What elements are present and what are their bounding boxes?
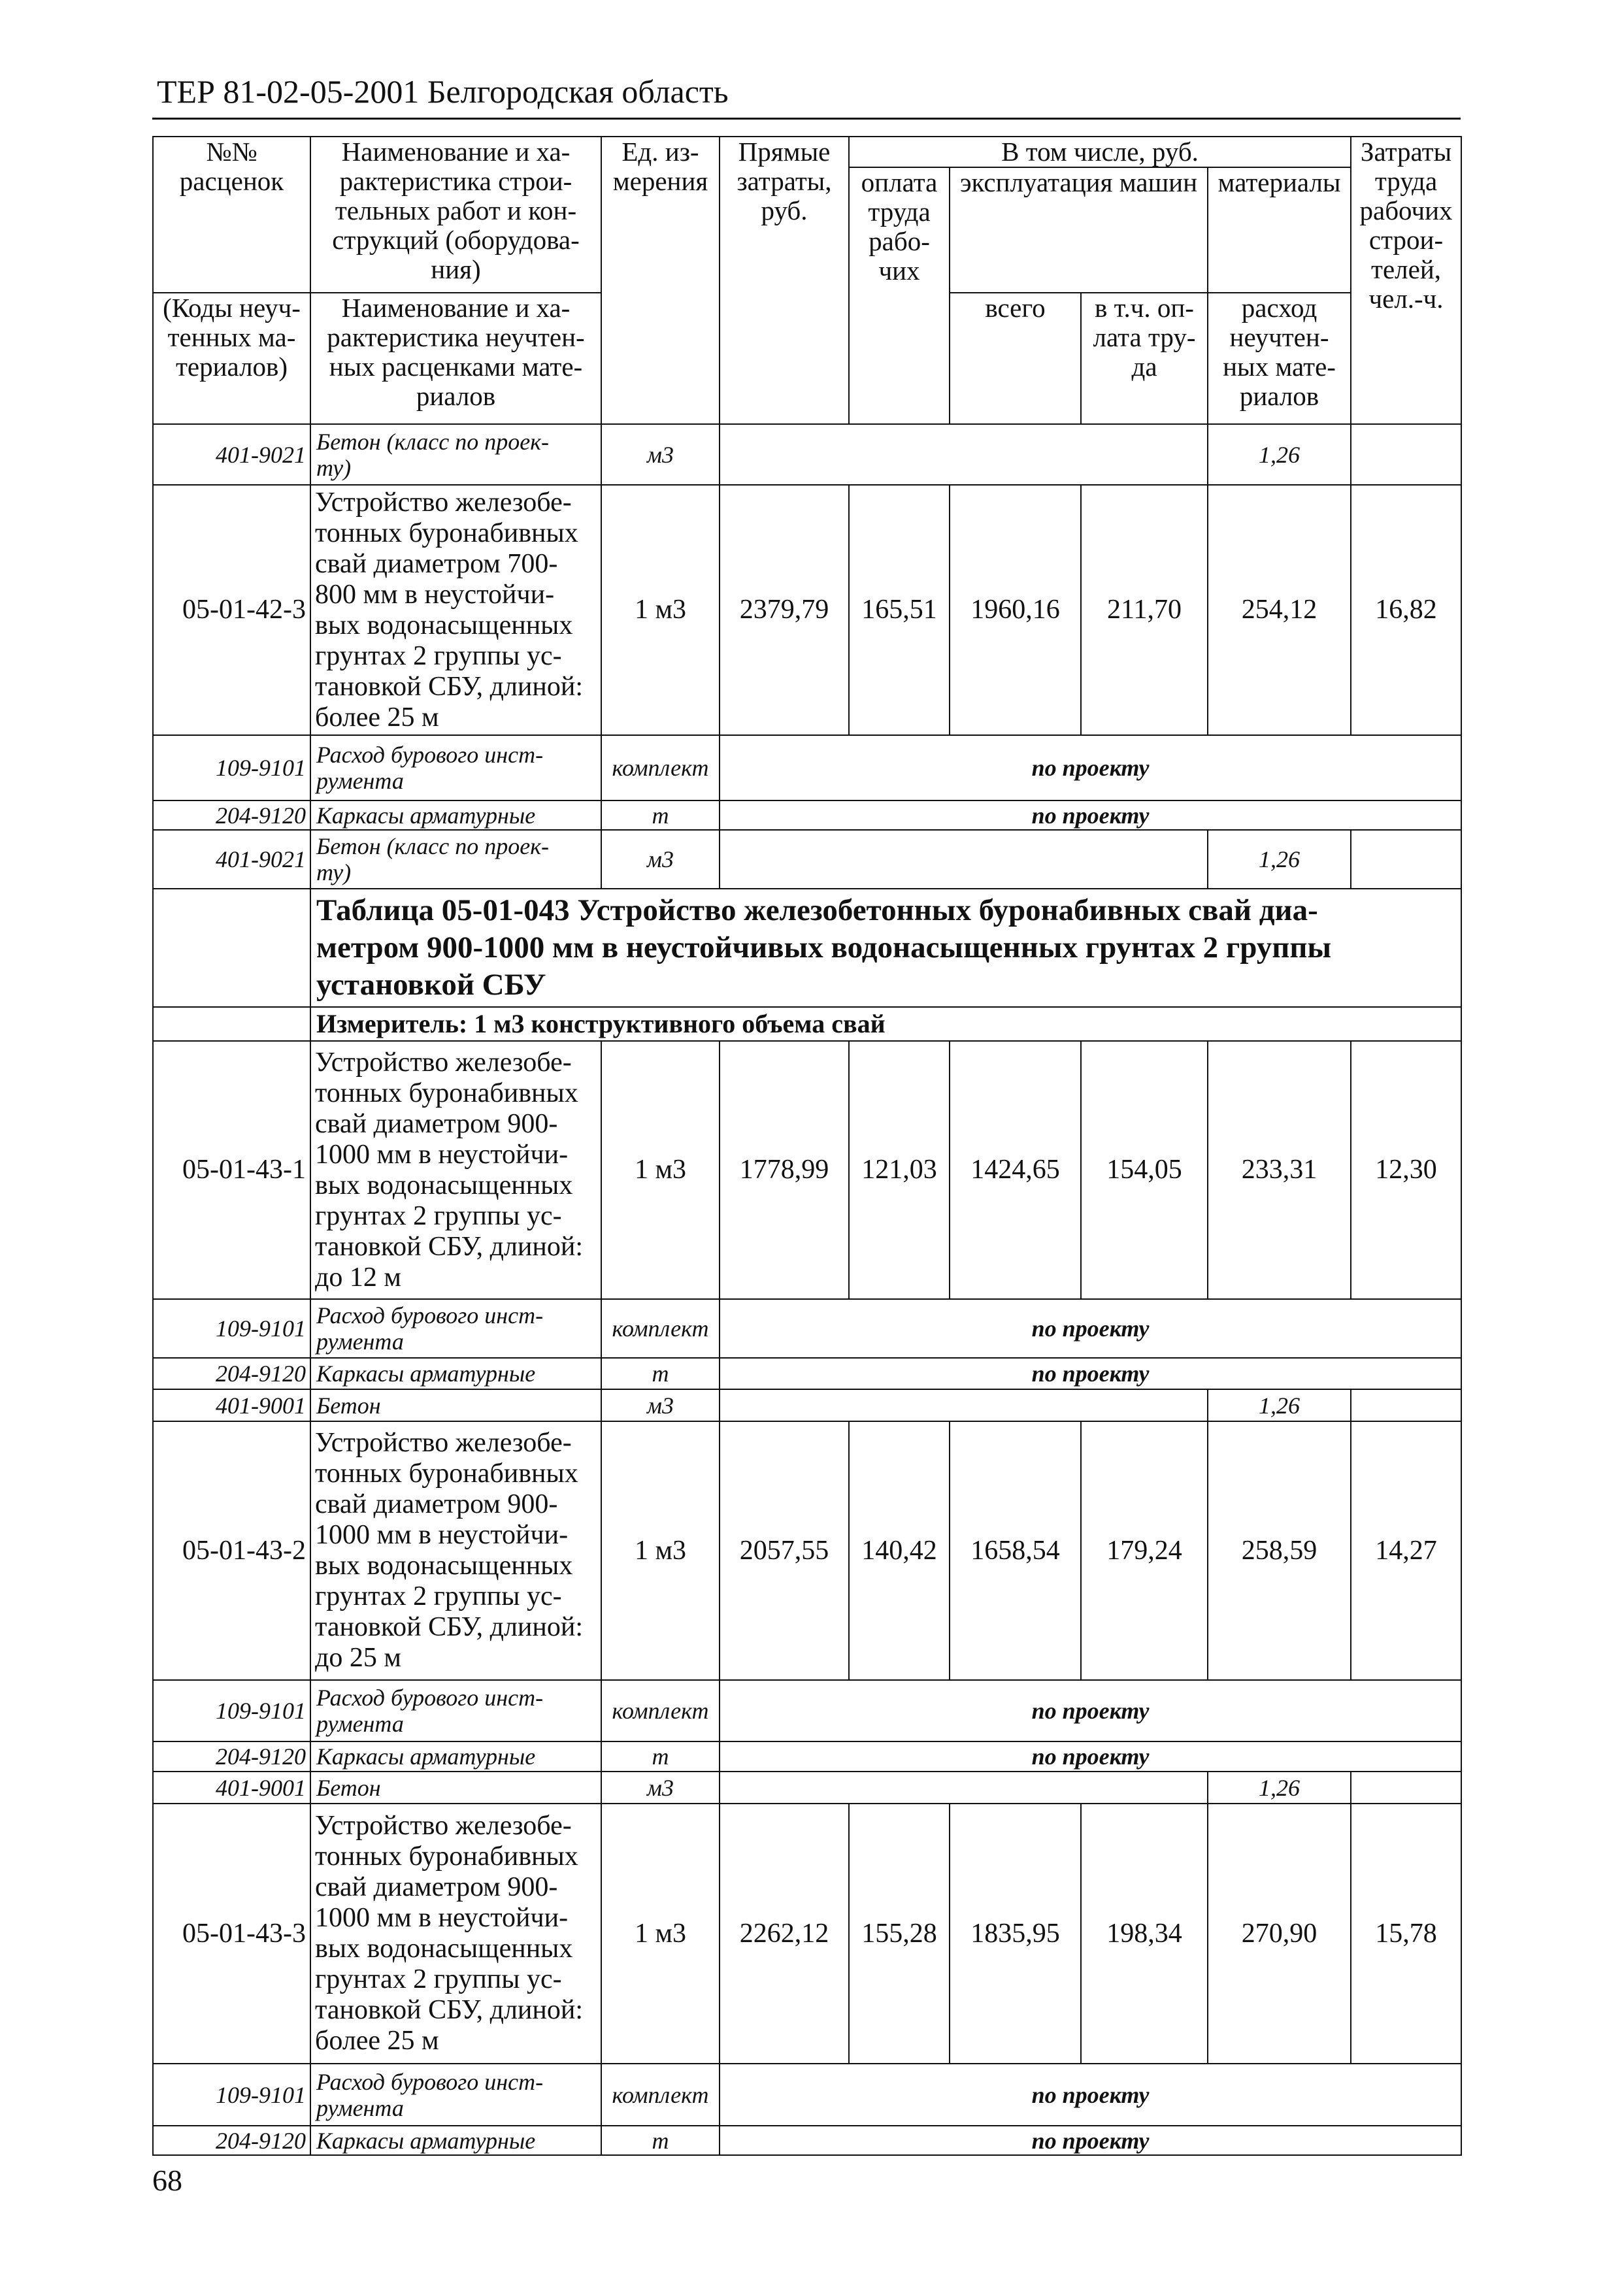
table-title: Таблица 05-01-043 Устройство железобетонных буронабивных свай диа- метром 900-1000 мм в неустойчивых водонасыщенных грунтах 2 группы установкой СБУ xyxy=(310,889,1461,1007)
header-code: №№ расценок xyxy=(153,137,310,293)
material-code: 401-9021 xyxy=(153,424,310,485)
table-header-row xyxy=(153,137,1461,167)
header-unit: Ед. из- мерения xyxy=(601,137,720,424)
labor-pay: 155,28 xyxy=(849,1804,950,2064)
material-unit: т xyxy=(601,1741,720,1772)
empty-cell xyxy=(720,830,1208,889)
material-code: 204-9120 xyxy=(153,1741,310,1772)
header-materials: материалы xyxy=(1208,167,1351,293)
material-unit: комплект xyxy=(601,2064,720,2126)
header-including: В том числе, руб. xyxy=(849,137,1351,167)
header-direct-costs: Прямые затраты, руб. xyxy=(720,137,849,424)
material-row xyxy=(153,735,1461,800)
material-name: Бетон xyxy=(310,1772,601,1804)
rate-name: Устройство железобе- тонных буронабивных свай диаметром 900- 1000 мм в неустойчи- вых водонасыщенных грунтах 2 группы ус- тановкой СБУ, длиной: более 25 м xyxy=(310,1804,601,2064)
material-consumption: 1,26 xyxy=(1208,1772,1351,1804)
materials-cost: 254,12 xyxy=(1208,485,1351,735)
direct-costs: 2057,55 xyxy=(720,1421,849,1680)
material-consumption: 1,26 xyxy=(1208,830,1351,889)
material-name: Расход бурового инст- румента xyxy=(310,1299,601,1358)
rate-unit: 1 м3 xyxy=(601,1804,720,2064)
header-name: Наименование и ха- рактеристика строи- тельных работ и кон- струкций (оборудова- ния) xyxy=(310,137,601,293)
material-row xyxy=(153,1358,1461,1389)
material-code: 109-9101 xyxy=(153,735,310,800)
rate-row xyxy=(153,485,1461,735)
rate-row xyxy=(153,1804,1461,2064)
header-code-materials: (Коды неуч- тенных ма- териалов) xyxy=(153,293,310,424)
rate-unit: 1 м3 xyxy=(601,485,720,735)
header-machine-labor-pay: в т.ч. оп- лата тру- да xyxy=(1081,293,1208,424)
material-name: Расход бурового инст- румента xyxy=(310,735,601,800)
empty-cell xyxy=(153,889,310,1007)
machine-labor-pay: 198,34 xyxy=(1081,1804,1208,2064)
machine-total: 1658,54 xyxy=(950,1421,1081,1680)
empty-cell xyxy=(720,1772,1208,1804)
material-name: Расход бурового инст- румента xyxy=(310,1680,601,1741)
machine-total: 1424,65 xyxy=(950,1041,1081,1299)
machine-labor-pay: 211,70 xyxy=(1081,485,1208,735)
materials-cost: 233,31 xyxy=(1208,1041,1351,1299)
material-consumption: 1,26 xyxy=(1208,1389,1351,1421)
table-title-row xyxy=(153,889,1461,1007)
material-code: 401-9001 xyxy=(153,1389,310,1421)
material-code: 204-9120 xyxy=(153,800,310,830)
material-quantity-note: по проекту xyxy=(720,2064,1461,2126)
material-quantity-note: по проекту xyxy=(720,1358,1461,1389)
material-row xyxy=(153,830,1461,889)
materials-cost: 258,59 xyxy=(1208,1421,1351,1680)
material-unit: комплект xyxy=(601,735,720,800)
direct-costs: 2379,79 xyxy=(720,485,849,735)
material-row xyxy=(153,1680,1461,1741)
machine-labor-pay: 154,05 xyxy=(1081,1041,1208,1299)
material-unit: т xyxy=(601,2126,720,2155)
material-unit: м3 xyxy=(601,1389,720,1421)
material-unit: комплект xyxy=(601,1299,720,1358)
material-code: 204-9120 xyxy=(153,1358,310,1389)
material-unit: м3 xyxy=(601,424,720,485)
material-quantity-note: по проекту xyxy=(720,1680,1461,1741)
rate-name: Устройство железобе- тонных буронабивных свай диаметром 900- 1000 мм в неустойчи- вых водонасыщенных грунтах 2 группы ус- тановкой СБУ, длиной: до 25 м xyxy=(310,1421,601,1680)
rate-name: Устройство железобе- тонных буронабивных свай диаметром 900- 1000 мм в неустойчи- вых водонасыщенных грунтах 2 группы ус- тановкой СБУ, длиной: до 12 м xyxy=(310,1041,601,1299)
header-labor-pay: оплата труда рабо- чих xyxy=(849,167,950,424)
empty-cell xyxy=(1351,1389,1461,1421)
labor-pay: 121,03 xyxy=(849,1041,950,1299)
material-name: Бетон (класс по проек- ту) xyxy=(310,830,601,889)
materials-cost: 270,90 xyxy=(1208,1804,1351,2064)
rate-row xyxy=(153,1041,1461,1299)
page-header: ТЕР 81-02-05-2001 Белгородская область xyxy=(157,73,729,110)
rate-code: 05-01-43-2 xyxy=(153,1421,310,1680)
material-code: 204-9120 xyxy=(153,2126,310,2155)
labor-hours: 16,82 xyxy=(1351,485,1461,735)
material-quantity-note: по проекту xyxy=(720,735,1461,800)
material-name: Каркасы арматурные xyxy=(310,1741,601,1772)
material-row xyxy=(153,1772,1461,1804)
empty-cell xyxy=(1351,1772,1461,1804)
empty-cell xyxy=(720,424,1208,485)
material-row xyxy=(153,1741,1461,1772)
rate-code: 05-01-42-3 xyxy=(153,485,310,735)
labor-pay: 140,42 xyxy=(849,1421,950,1680)
direct-costs: 1778,99 xyxy=(720,1041,849,1299)
material-quantity-note: по проекту xyxy=(720,800,1461,830)
material-unit: м3 xyxy=(601,1772,720,1804)
header-name-materials: Наименование и ха- рактеристика неучтен- ных расценками мате- риалов xyxy=(310,293,601,424)
material-row xyxy=(153,800,1461,830)
rate-code: 05-01-43-3 xyxy=(153,1804,310,2064)
header-machine-operation: эксплуатация машин xyxy=(950,167,1208,293)
material-name: Бетон (класс по проек- ту) xyxy=(310,424,601,485)
labor-hours: 12,30 xyxy=(1351,1041,1461,1299)
table-measure-row xyxy=(153,1007,1461,1041)
material-name: Каркасы арматурные xyxy=(310,1358,601,1389)
material-quantity-note: по проекту xyxy=(720,1741,1461,1772)
rates-table xyxy=(152,136,1462,2156)
material-row xyxy=(153,424,1461,485)
material-code: 109-9101 xyxy=(153,1680,310,1741)
rate-code: 05-01-43-1 xyxy=(153,1041,310,1299)
material-name: Расход бурового инст- румента xyxy=(310,2064,601,2126)
material-row xyxy=(153,2064,1461,2126)
material-code: 109-9101 xyxy=(153,2064,310,2126)
machine-total: 1835,95 xyxy=(950,1804,1081,2064)
rate-unit: 1 м3 xyxy=(601,1041,720,1299)
empty-cell xyxy=(1351,830,1461,889)
empty-cell xyxy=(720,1389,1208,1421)
material-unit: комплект xyxy=(601,1680,720,1741)
rate-name: Устройство железобе- тонных буронабивных свай диаметром 700- 800 мм в неустойчи- вых водонасыщенных грунтах 2 группы ус- тановкой СБУ, длиной: более 25 м xyxy=(310,485,601,735)
material-name: Каркасы арматурные xyxy=(310,2126,601,2155)
material-code: 401-9001 xyxy=(153,1772,310,1804)
rate-row xyxy=(153,1421,1461,1680)
material-code: 401-9021 xyxy=(153,830,310,889)
machine-total: 1960,16 xyxy=(950,485,1081,735)
material-row xyxy=(153,1299,1461,1358)
machine-labor-pay: 179,24 xyxy=(1081,1421,1208,1680)
table-measure: Измеритель: 1 м3 конструктивного объема свай xyxy=(310,1007,1461,1041)
direct-costs: 2262,12 xyxy=(720,1804,849,2064)
page-number: 68 xyxy=(152,2164,182,2197)
labor-pay: 165,51 xyxy=(849,485,950,735)
empty-cell xyxy=(153,1007,310,1041)
empty-cell xyxy=(1351,424,1461,485)
labor-hours: 14,27 xyxy=(1351,1421,1461,1680)
material-quantity-note: по проекту xyxy=(720,2126,1461,2155)
rate-unit: 1 м3 xyxy=(601,1421,720,1680)
header-machine-total: всего xyxy=(950,293,1081,424)
material-consumption: 1,26 xyxy=(1208,424,1351,485)
material-name: Каркасы арматурные xyxy=(310,800,601,830)
material-row xyxy=(153,1389,1461,1421)
material-name: Бетон xyxy=(310,1389,601,1421)
material-row xyxy=(153,2126,1461,2155)
material-unit: м3 xyxy=(601,830,720,889)
header-rule xyxy=(152,118,1461,120)
material-unit: т xyxy=(601,1358,720,1389)
header-materials-consumption: расход неучтен- ных мате- риалов xyxy=(1208,293,1351,424)
header-labor-hours: Затраты труда рабочих строи- телей, чел.-ч. xyxy=(1351,137,1461,424)
material-quantity-note: по проекту xyxy=(720,1299,1461,1358)
labor-hours: 15,78 xyxy=(1351,1804,1461,2064)
material-code: 109-9101 xyxy=(153,1299,310,1358)
material-unit: т xyxy=(601,800,720,830)
